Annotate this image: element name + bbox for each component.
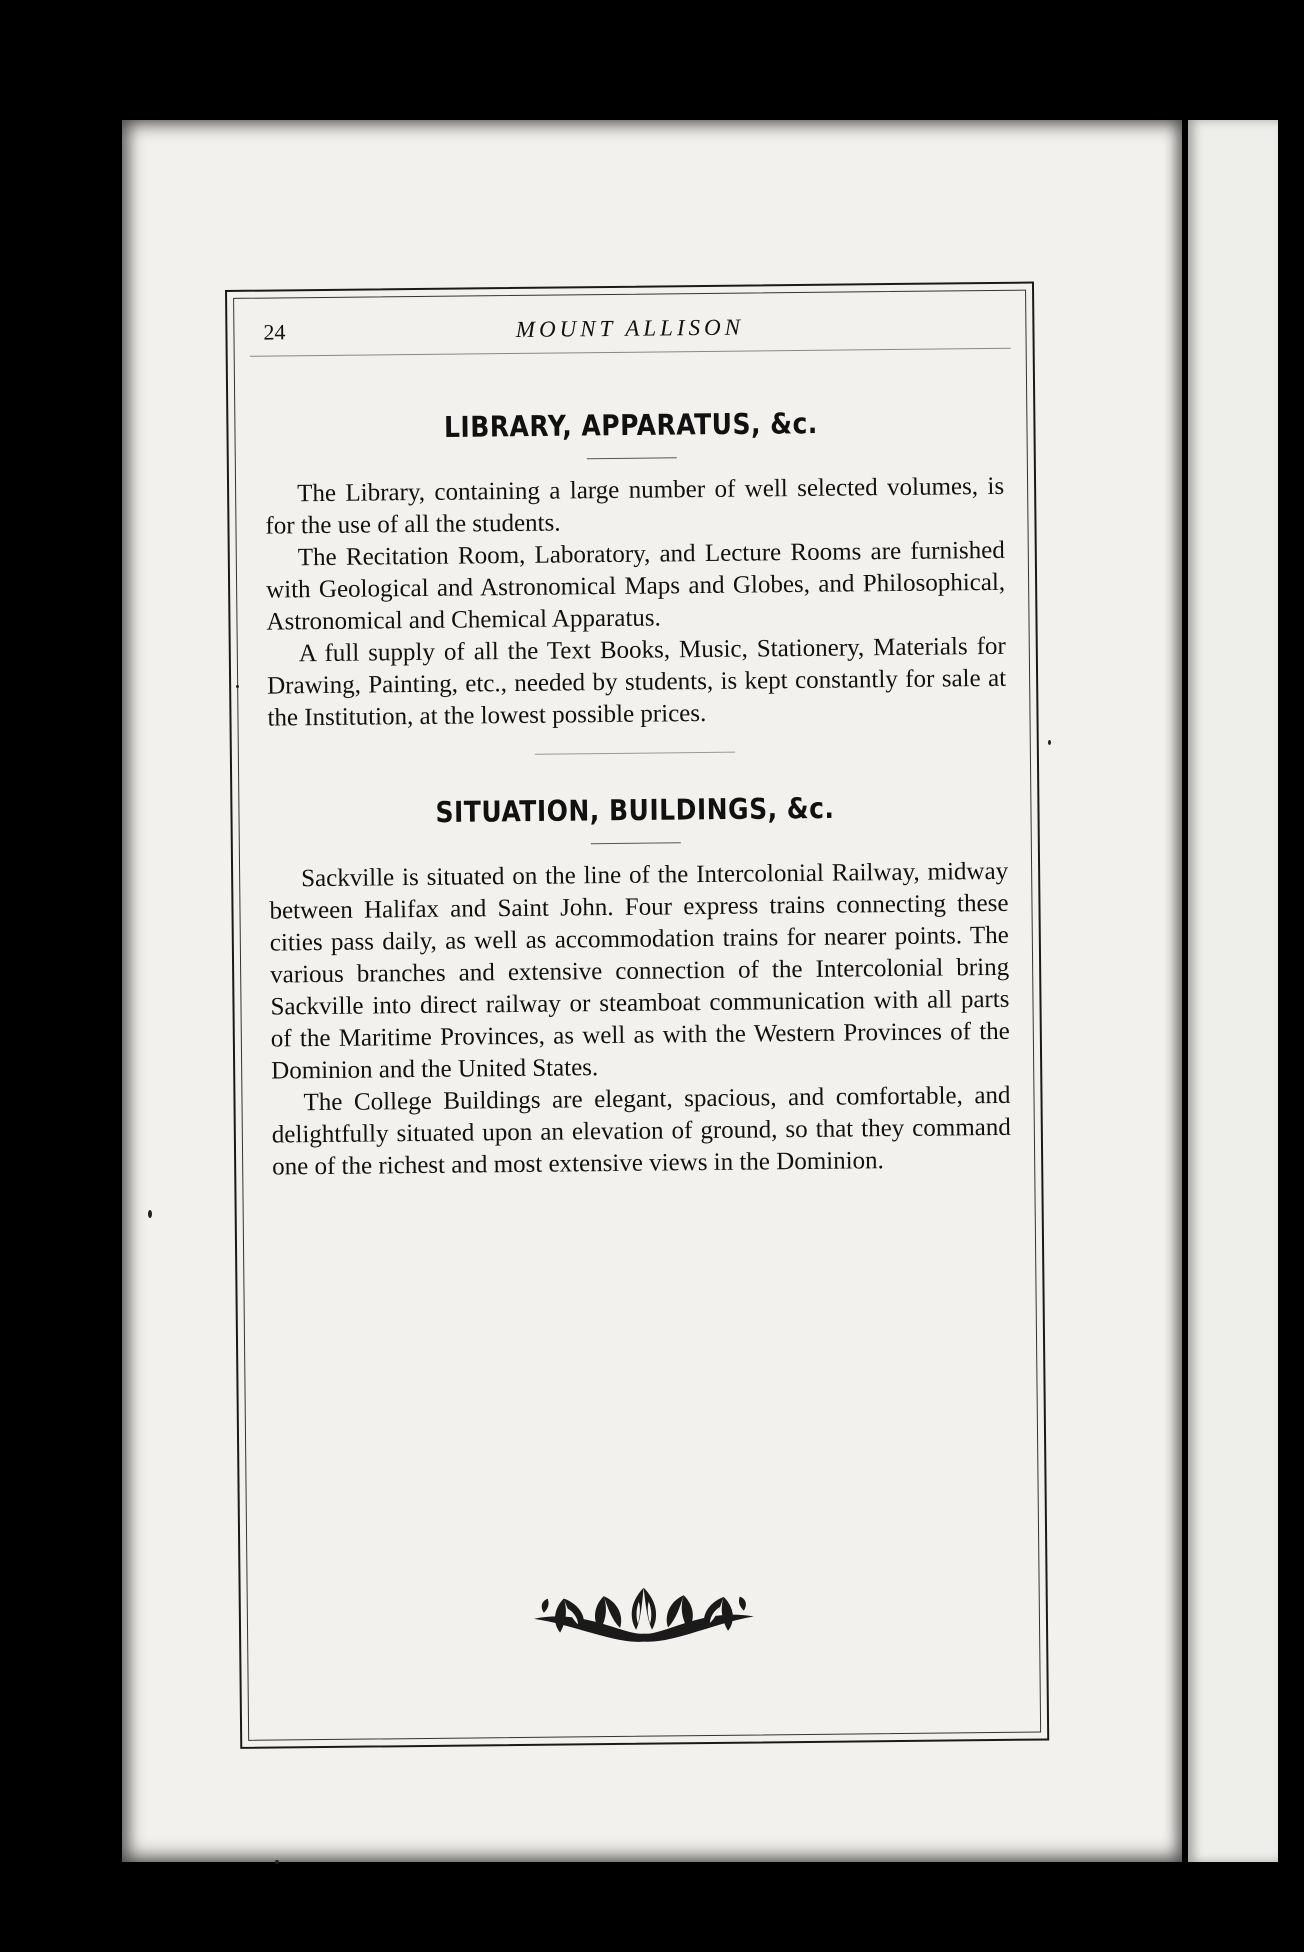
paragraph: The Recitation Room, Laboratory, and Lecture Rooms are furnished with Geological and Astronomical Maps and Globes, and Philosophical, Astronomical and Chemical Apparatus.: [266, 536, 1006, 636]
page-border: [225, 282, 1049, 1749]
scan-speck: [236, 685, 239, 688]
heading-rule: [586, 457, 676, 459]
page-content: [249, 310, 1019, 1184]
section-divider: [534, 752, 734, 755]
facing-page-edge: [1188, 120, 1278, 1862]
running-title: MOUNT ALLISON: [515, 314, 745, 342]
paragraph: A full supply of all the Text Books, Music, Stationery, Materials for Drawing, Painting, etc., needed by students, is kept constantly for sale at the Institution, at the lowest possible prices.: [267, 632, 1007, 732]
page-number: 24: [263, 319, 286, 345]
scan-speck: [275, 1860, 279, 1864]
floral-tailpiece-icon: [523, 1576, 764, 1649]
scan-speck: [148, 1210, 152, 1218]
scan-speck: [1048, 740, 1051, 745]
paragraph: The Library, containing a large number of well selected volumes, is for the use of all the students.: [265, 472, 1005, 540]
section-heading-situation: SITUATION, BUILDINGS, &c.: [435, 791, 835, 829]
paragraph: The College Buildings are elegant, spacious, and comfortable, and delightfully situated upon an elevation of ground, so that they command one of the richest and most extensive views in the Dominion.: [271, 1081, 1011, 1181]
paragraph: Sackville is situated on the line of the Intercolonial Railway, midway between Halifax and Saint John. Four express trains connecting these cities pass daily, as well as accommodation trains for nearer points. The various branches and extensive connection of the Intercolonial bring Sackville into direct railway or steamboat communication with all parts of the Maritime Provinces, as well as with the Western Provinces of the Dominion and the United States.: [269, 857, 1010, 1085]
running-head: [249, 310, 1010, 357]
section-heading-library: LIBRARY, APPARATUS, &c.: [443, 406, 819, 444]
heading-rule: [590, 842, 680, 844]
